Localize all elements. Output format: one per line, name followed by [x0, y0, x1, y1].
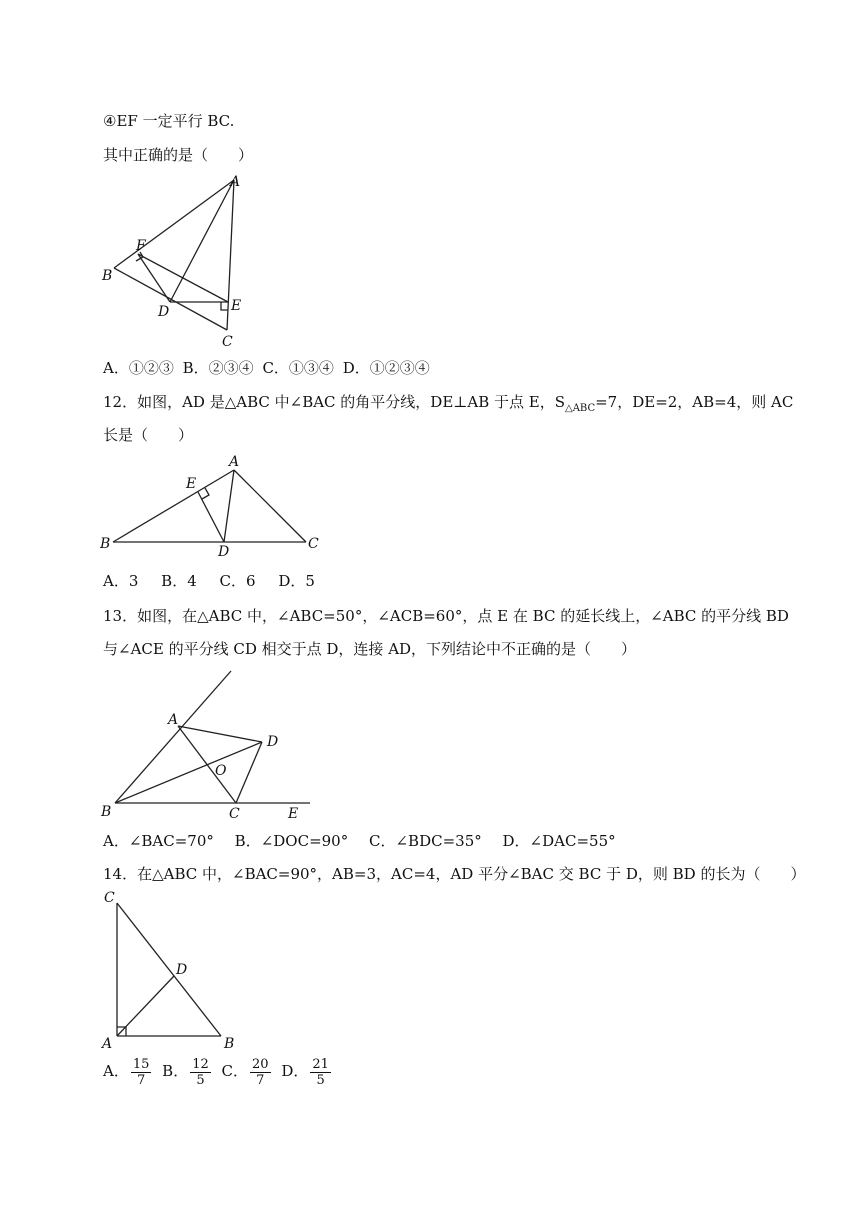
q14-option-c — [222, 1054, 273, 1088]
q14-option-c-denominator: 7 — [256, 1072, 265, 1088]
q11-label-d: D — [158, 304, 170, 320]
q13-option-d: D．∠DAC=55° — [502, 832, 616, 850]
q11-statement-4: ④EF 一定平行 BC. — [103, 112, 235, 130]
q13-label-o: O — [215, 763, 227, 779]
q14-option-d-numerator: 21 — [312, 1056, 329, 1072]
q11-label-a: A — [230, 174, 241, 190]
q12-label-d: D — [218, 544, 230, 560]
q11-option-b: B．②③④ — [182, 359, 254, 377]
q11-option-c: C．①③④ — [262, 359, 334, 377]
q11-options — [103, 358, 430, 378]
q14-option-c-letter: C． — [221, 1062, 249, 1080]
q13-option-c: C．∠BDC=35° — [369, 832, 482, 850]
q12-text-b: =7，DE=2，AB=4，则 AC — [595, 393, 794, 411]
q13-option-b: B．∠DOC=90° — [234, 832, 349, 850]
q14-option-a-fraction — [131, 1057, 152, 1088]
q12-area-subscript: △ABC — [565, 403, 596, 414]
q13-stem-line2: 与∠ACE 的平分线 CD 相交于点 D，连接 AD，下列结论中不正确的是（ ） — [103, 640, 637, 658]
q13-label-d: D — [267, 734, 279, 750]
q12-options — [103, 571, 315, 591]
q12-option-a: A．3 — [103, 572, 139, 590]
q12-stem-line2: 长是（ ） — [103, 426, 194, 444]
q14-option-d-letter: D． — [281, 1062, 309, 1080]
q11-label-f: F — [136, 238, 146, 254]
q11-figure — [100, 172, 260, 350]
q14-label-b: B — [224, 1036, 235, 1052]
q14-option-d — [281, 1054, 333, 1088]
q14-option-a — [103, 1054, 153, 1088]
q13-label-a: A — [168, 712, 179, 728]
q13-label-c: C — [229, 806, 240, 822]
q14-option-b — [162, 1054, 213, 1088]
q11-option-a: A．①②③ — [103, 359, 174, 377]
q14-option-d-denominator: 5 — [316, 1072, 325, 1088]
q14-option-c-fraction — [250, 1057, 271, 1088]
q11-label-e: E — [231, 298, 242, 314]
q14-option-a-letter: A． — [103, 1062, 129, 1080]
q14-option-b-letter: B． — [162, 1062, 189, 1080]
q11-label-c: C — [222, 334, 233, 350]
q13-option-a: A．∠BAC=70° — [103, 832, 214, 850]
q14-options — [103, 1054, 333, 1088]
q14-option-a-denominator: 7 — [136, 1072, 146, 1088]
q12-stem-line1 — [103, 392, 793, 419]
q13-label-e: E — [288, 806, 299, 822]
q14-option-a-numerator: 15 — [132, 1056, 150, 1072]
q12-option-d: D．5 — [278, 572, 315, 590]
q14-label-d: D — [176, 962, 188, 978]
q14-option-b-numerator: 12 — [192, 1056, 209, 1072]
q14-label-c: C — [104, 890, 115, 906]
q13-figure — [98, 666, 314, 824]
q12-label-b: B — [100, 536, 111, 552]
q12-label-a: A — [229, 454, 240, 470]
q14-label-a: A — [102, 1036, 113, 1052]
q14-stem: 14．在△ABC 中，∠BAC=90°，AB=3，AC=4，AD 平分∠BAC 交 BC 于 D，则 BD 的长为（ ） — [103, 865, 806, 883]
q14-option-b-denominator: 5 — [196, 1072, 205, 1088]
q12-text-a: 12．如图，AD 是△ABC 中∠BAC 的角平分线，DE⊥AB 于点 E，S — [103, 393, 565, 411]
q14-option-d-fraction — [310, 1057, 331, 1088]
q14-figure — [98, 886, 248, 1054]
q11-question: 其中正确的是（ ） — [103, 146, 254, 164]
q14-option-b-fraction — [190, 1057, 211, 1088]
q12-option-b: B．4 — [161, 572, 197, 590]
q12-figure — [98, 452, 324, 562]
q11-option-d: D．①②③④ — [342, 359, 430, 377]
q13-stem-line1: 13．如图，在△ABC 中，∠ABC=50°，∠ACB=60°，点 E 在 BC 的延长线上，∠ABC 的平分线 BD — [103, 607, 789, 625]
q13-label-b: B — [101, 804, 112, 820]
q14-option-c-numerator: 20 — [252, 1056, 269, 1072]
q12-label-e: E — [186, 476, 197, 492]
q13-options — [103, 831, 616, 851]
q11-label-b: B — [102, 268, 113, 284]
q12-option-c: C．6 — [219, 572, 256, 590]
q12-label-c: C — [308, 536, 319, 552]
